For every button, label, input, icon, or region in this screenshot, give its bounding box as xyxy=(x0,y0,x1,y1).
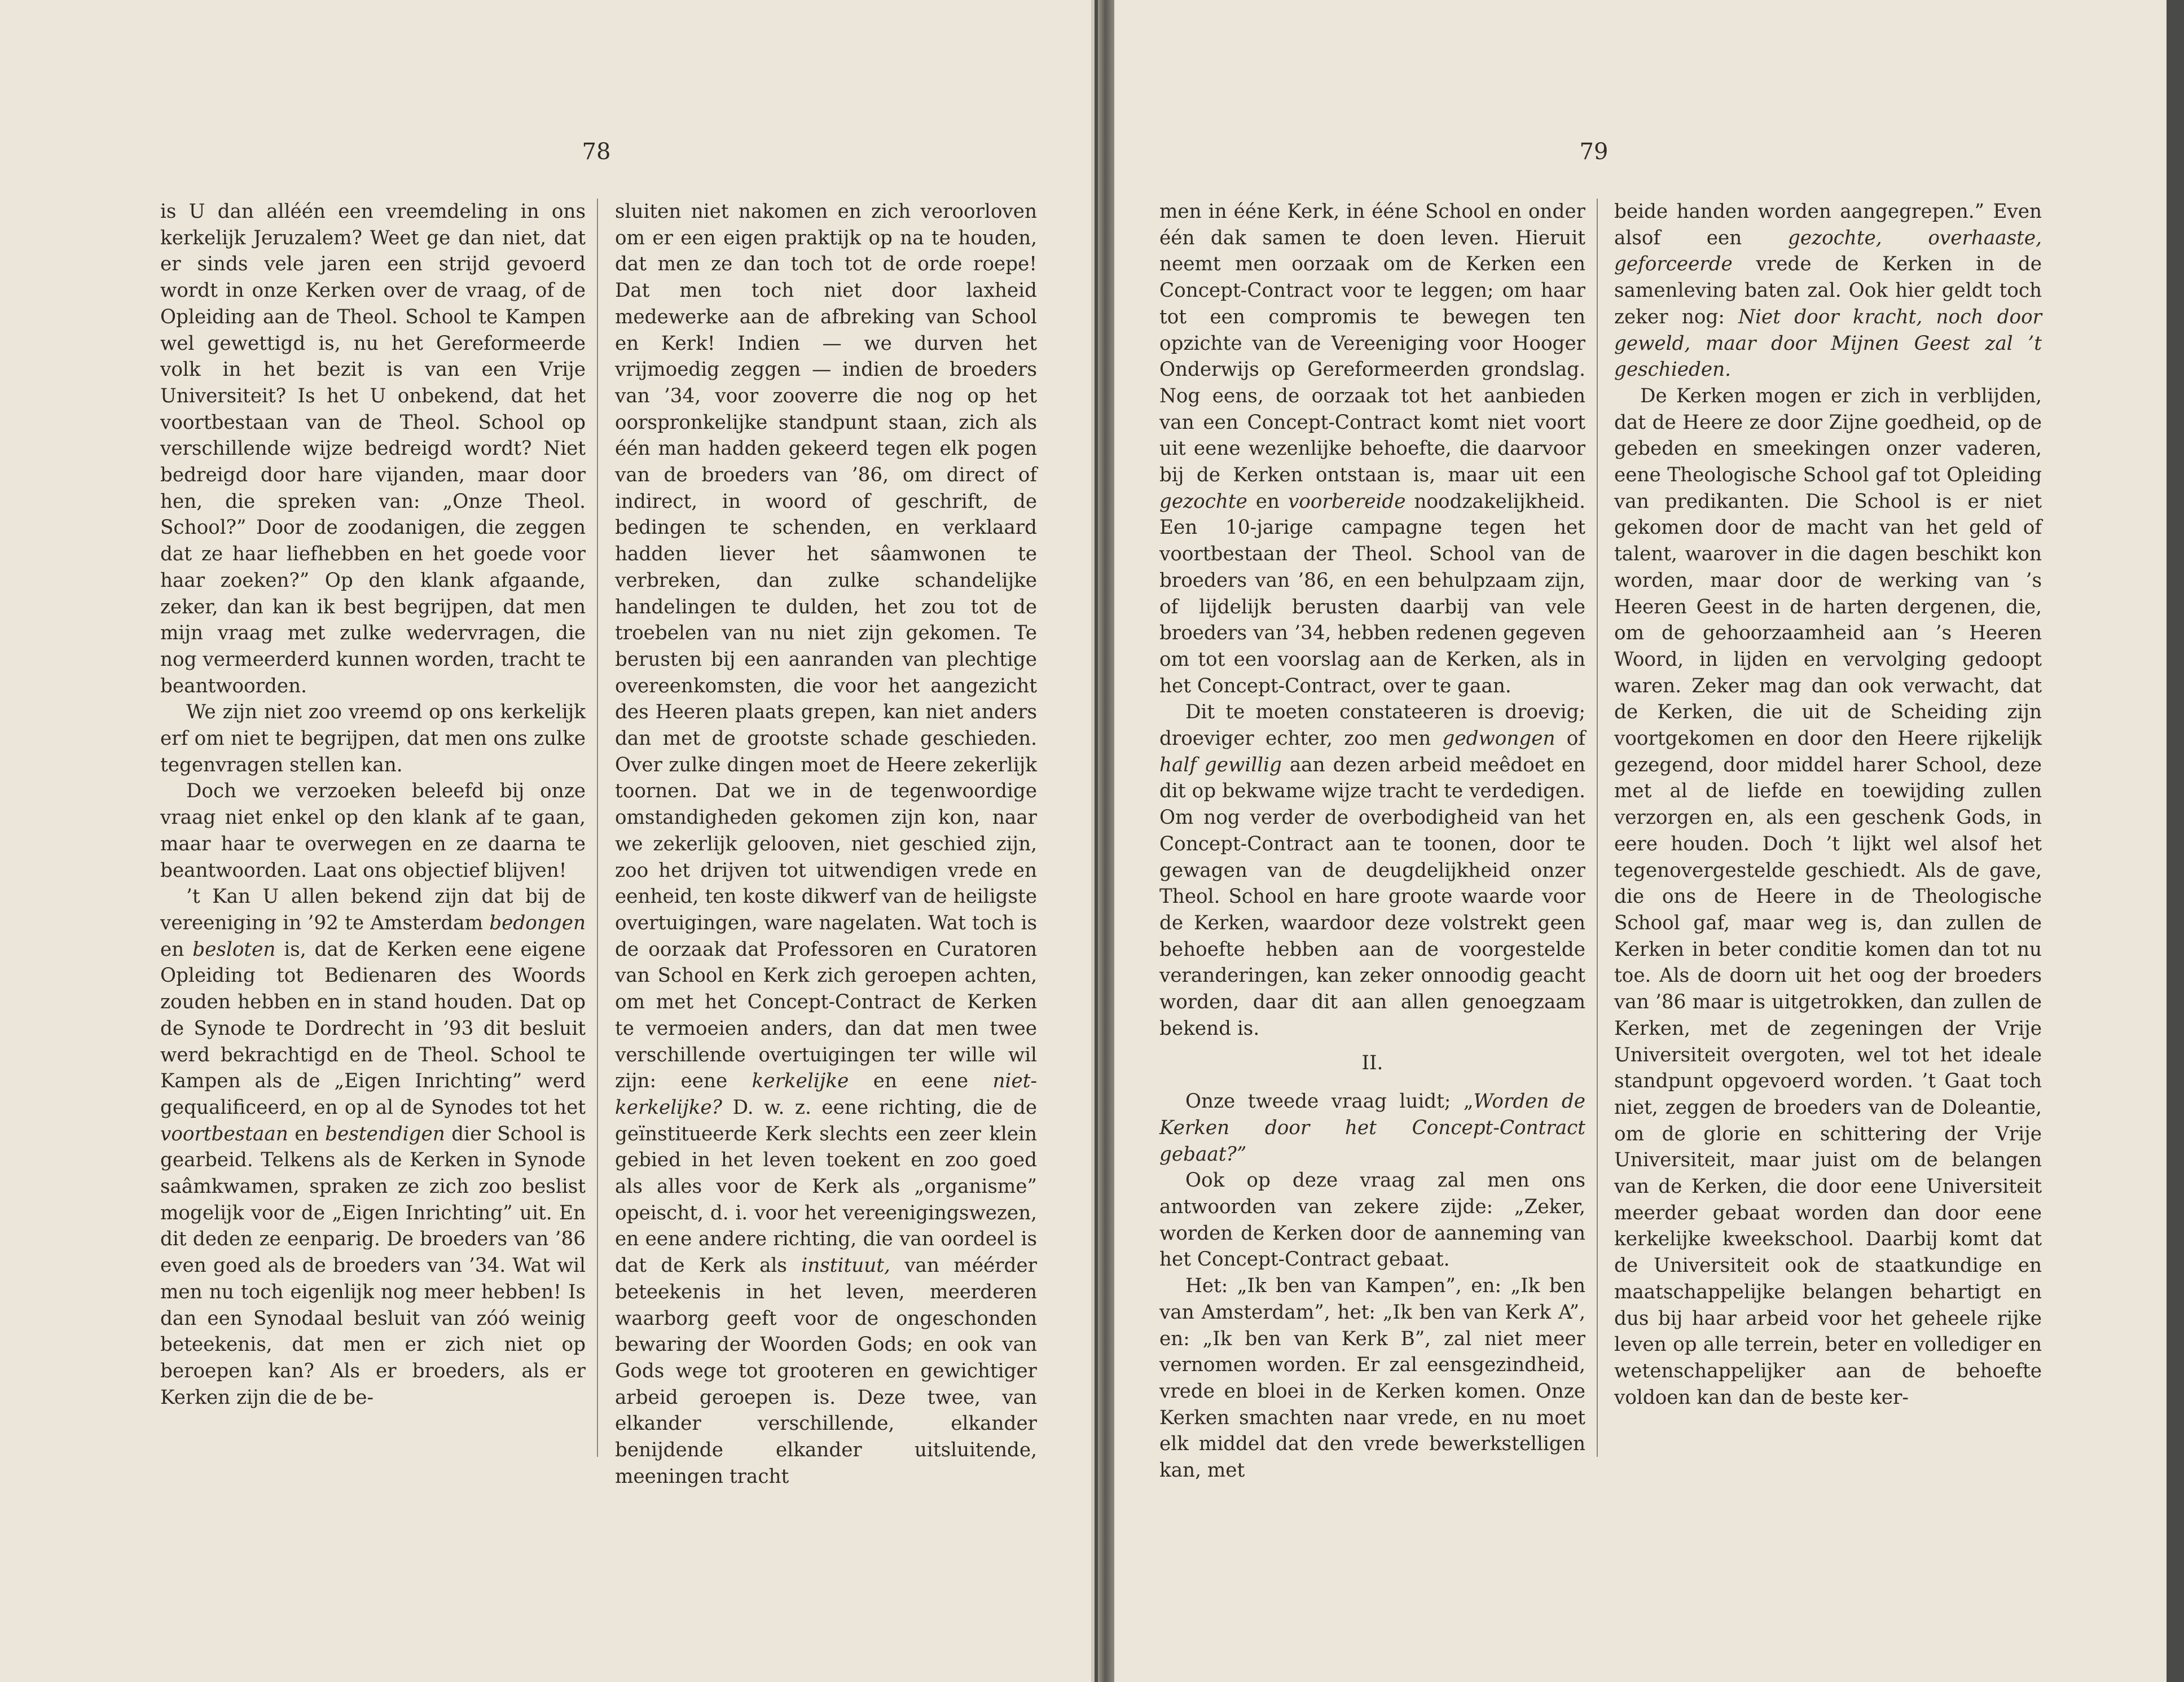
paragraph: beide handen worden aangegrepen.” Even alsof een gezochte, overhaaste, geforceerde vrede de Kerken in de samenleving baten zal. Ook hier geldt toch zeker nog: Niet door kracht, noch door geweld, maar door Mijnen Geest zal ’t geschieden. xyxy=(1614,200,2042,381)
paragraph: Ook op deze vraag zal men ons antwoorden van zekere zijde: „Zeker, worden de Kerken door de aanneming van het Concept-Contract gebaat. xyxy=(1159,1169,1585,1271)
left-column-1 xyxy=(160,199,586,1411)
paragraph: sluiten niet nakomen en zich veroorloven om er een eigen praktijk op na te houden, dat men ze dan toch tot de orde roepe! Dat men toch niet door laxheid medewerke aan de afbreking van School en Kerk! Indien — we durven het vrijmoedig zeggen — indien de broeders van ’34, voor zooverre die nog op het oorspronkelijke standpunt staan, zich als één man hadden gekeerd tegen elk pogen van de broeders van ’86, om direct of indirect, in woord of geschrift, de bedingen te schenden, en verklaard hadden liever het sâamwonen te verbreken, dan zulke schandelijke handelingen te dulden, het zou tot de troebelen van nu niet zijn gekomen. Te berusten bij een aanranden van plechtige overeenkomsten, die voor het aangezicht des Heeren plaats grepen, kan niet anders dan met de grootste schade geschieden. Over zulke dingen moet de Heere zekerlijk toornen. Dat we in de tegenwoordige omstandigheden gekomen zijn kon, naar we zekerlijk gelooven, niet geschied zijn, zoo het drijven tot uitwendigen vrede en eenheid, ten koste dikwerf van de heiligste overtuigingen, ware nagelaten. Wat toch is de oorzaak dat Professoren en Curatoren van School en Kerk zich geroepen achten, om met het Concept-Contract de Kerken te vermoeien anders, dan dat men twee verschillende overtuigingen ter wille wil zijn: eene kerkelijke en eene niet-kerkelijke? D. w. z. eene richting, die de geïnstitueerde Kerk slechts een zeer klein gebied in het leven toekent en zoo goed als alles voor de Kerk als „organisme” opeischt, d. i. voor het vereenigingswezen, en eene andere richting, die van oordeel is dat de Kerk als instituut, van méérder beteekenis in het leven, meerderen waarborg geeft voor de ongeschonden bewaring der Woorden Gods; en ook van Gods wege tot grooteren en gewichtiger arbeid geroepen is. Deze twee, van elkander verschillende, elkander benijdende elkander uitsluitende, meeningen tracht xyxy=(615,200,1037,1488)
left-column-2 xyxy=(615,199,1037,1490)
paragraph: Dit te moeten constateeren is droevig; droeviger echter, zoo men gedwongen of half gewillig aan dezen arbeid meêdoet en dit op bekwame wijze tracht te verdedigen. Om nog verder de overbodigheid van het Concept-Contract aan te toonen, door te gewagen van de deugdelijkheid onzer Theol. School en hare groote waarde voor de Kerken, waardoor deze volstrekt geen behoefte hebben aan de voorgestelde veranderingen, kan zeker onnoodig geacht worden, daar dit aan allen genoegzaam bekend is. xyxy=(1159,701,1586,1040)
section-heading: II. xyxy=(1361,1051,1383,1074)
right-page xyxy=(1114,0,2167,1682)
right-column-1 xyxy=(1159,199,1585,1484)
right-column-2 xyxy=(1614,199,2042,1411)
column-rule xyxy=(1597,199,1598,1457)
paragraph: is U dan alléén een vreemdeling in ons kerkelijk Jeruzalem? Weet ge dan niet, dat er sinds vele jaren een strijd gevoerd wordt in onze Kerken over de vraag, of de Opleiding aan de Theol. School te Kampen wel gewettigd is, nu het Gereformeerde volk in het bezit is van een Vrije Universiteit? Is het U onbekend, dat het voortbestaan van de Theol. School op verschillende wijze bedreigd wordt? Niet bedreigd door hare vijanden, maar door hen, die spreken van: „Onze Theol. School?” Door de zoodanigen, die zeggen dat ze haar liefhebben en het goede voor haar zoeken?” Op den klank afgaande, zeker, dan kan ik best begrijpen, dat men mijn vraag met zulke wedervragen, die nog vermeerderd kunnen worden, tracht te beantwoorden. xyxy=(160,200,586,697)
page-number-left: 78 xyxy=(582,139,611,165)
paragraph: Het: „Ik ben van Kampen”, en: „Ik ben van Amsterdam”, het: „Ik ben van Kerk A”, en: „Ik ben van Kerk B”, zal niet meer vernomen worden. Er zal eensgezindheid, vrede en bloei in de Kerken komen. Onze Kerken smachten naar vrede, en nu moet elk middel dat den vrede bewerkstelligen kan, met xyxy=(1159,1275,1585,1482)
paragraph: ’t Kan U allen bekend zijn dat bij de vereeniging in ’92 te Amsterdam bedongen en besloten is, dat de Kerken eene eigene Opleiding tot Bedienaren des Woords zouden hebben en in stand houden. Dat op de Synode te Dordrecht in ’93 dit besluit werd bekrachtigd en de Theol. School te Kampen als de „Eigen Inrichting” werd gequalificeerd, en op al de Synodes tot het voortbestaan en bestendigen dier School is gearbeid. Telkens als de Kerken in Synode saâmkwamen, spraken ze zich zoo beslist mogelijk voor de „Eigen Inrichting” uit. En dit deden ze eenparig. De broeders van ’86 even goed als de broeders van ’34. Wat wil men nu toch eigenlijk nog meer hebben! Is dan een Synodaal besluit van zóó weinig beteekenis, dat men er zich niet op beroepen kan? Als er broeders, als er Kerken zijn die de be- xyxy=(160,885,586,1409)
paragraph: men in ééne Kerk, in ééne School en onder één dak samen te doen leven. Hieruit neemt men oorzaak om de Kerken een Concept-Contract voor te leggen; om haar tot een compromis te bewegen ten opzichte van de Vereeniging voor Hooger Onderwijs op Gereformeerden grondslag. Nog eens, de oorzaak tot het aanbieden van een Concept-Contract komt niet voort uit eene wezenlijke behoefte, die daarvoor bij de Kerken ontstaan is, maar uit een gezochte en voorbereide noodzakelijkheid. Een 10-jarige campagne tegen het voortbestaan der Theol. School van de broeders van ’86, en een behulpzaam zijn, of lijdelijk berusten daarbij van vele broeders van ’34, hebben redenen gegeven om tot een voorslag aan de Kerken, als in het Concept-Contract, over te gaan. xyxy=(1159,200,1585,697)
paragraph: Onze tweede vraag luidt; „Worden de Kerken door het Concept-Contract gebaat?” xyxy=(1159,1090,1585,1166)
column-rule xyxy=(597,199,598,1457)
paragraph: We zijn niet zoo vreemd op ons kerkelijk erf om niet te begrijpen, dat men ons zulke tegenvragen stellen kan. xyxy=(160,701,586,776)
page-number-right: 79 xyxy=(1579,139,1609,165)
book-gutter xyxy=(1098,0,1114,1682)
paragraph: Doch we verzoeken beleefd bij onze vraag niet enkel op den klank af te gaan, maar haar te overwegen en ze daarna te beantwoorden. Laat ons objectief blijven! xyxy=(160,780,586,882)
paragraph: De Kerken mogen er zich in verblijden, dat de Heere ze door Zijne goedheid, op de gebeden en smeekingen onzer vaderen, eene Theologische School gaf tot Opleiding van predikanten. Die School is er niet gekomen door de macht van het geld of talent, waarover in die dagen beschikt kon worden, maar door de werking van ’s Heeren Geest in de harten dergenen, die, om de gehoorzaamheid aan ’s Heeren Woord, in lijden en vervolging gedoopt waren. Zeker mag dan ook verwacht, dat de Kerken, die uit de Scheiding zijn voortgekomen en door den Heere rijkelijk gezegend, door middel harer School, deze met al de liefde en toewijding zullen verzorgen en, als een geschenk Gods, in eere houden. Doch ’t lijkt wel alsof het tegenovergestelde geschiedt. Als de gave, die ons de Heere in de Theologische School gaf, maar weg is, dan zullen de Kerken in beter conditie komen dan tot nu toe. Als de doorn uit het oog der broeders van ’86 maar is uitgetrokken, dan zullen de Kerken, met de zegeningen der Vrije Universiteit overgoten, wel tot het ideale standpunt opgevoerd worden. ’t Gaat toch niet, zeggen de broeders van de Doleantie, om de glorie en schittering der Vrije Universiteit, maar juist om de belangen van de Kerken, die door eene Universiteit meerder gebaat worden dan door eene kerkelijke kweekschool. Daarbij komt dat de Universiteit ook de staatkundige en maatschappelijke belangen behartigt en dus bij haar arbeid voor het geheele rijke leven op alle terrein, beter en vollediger en wetenschappelijker aan de behoefte voldoen kan dan de beste ker- xyxy=(1614,384,2042,1409)
